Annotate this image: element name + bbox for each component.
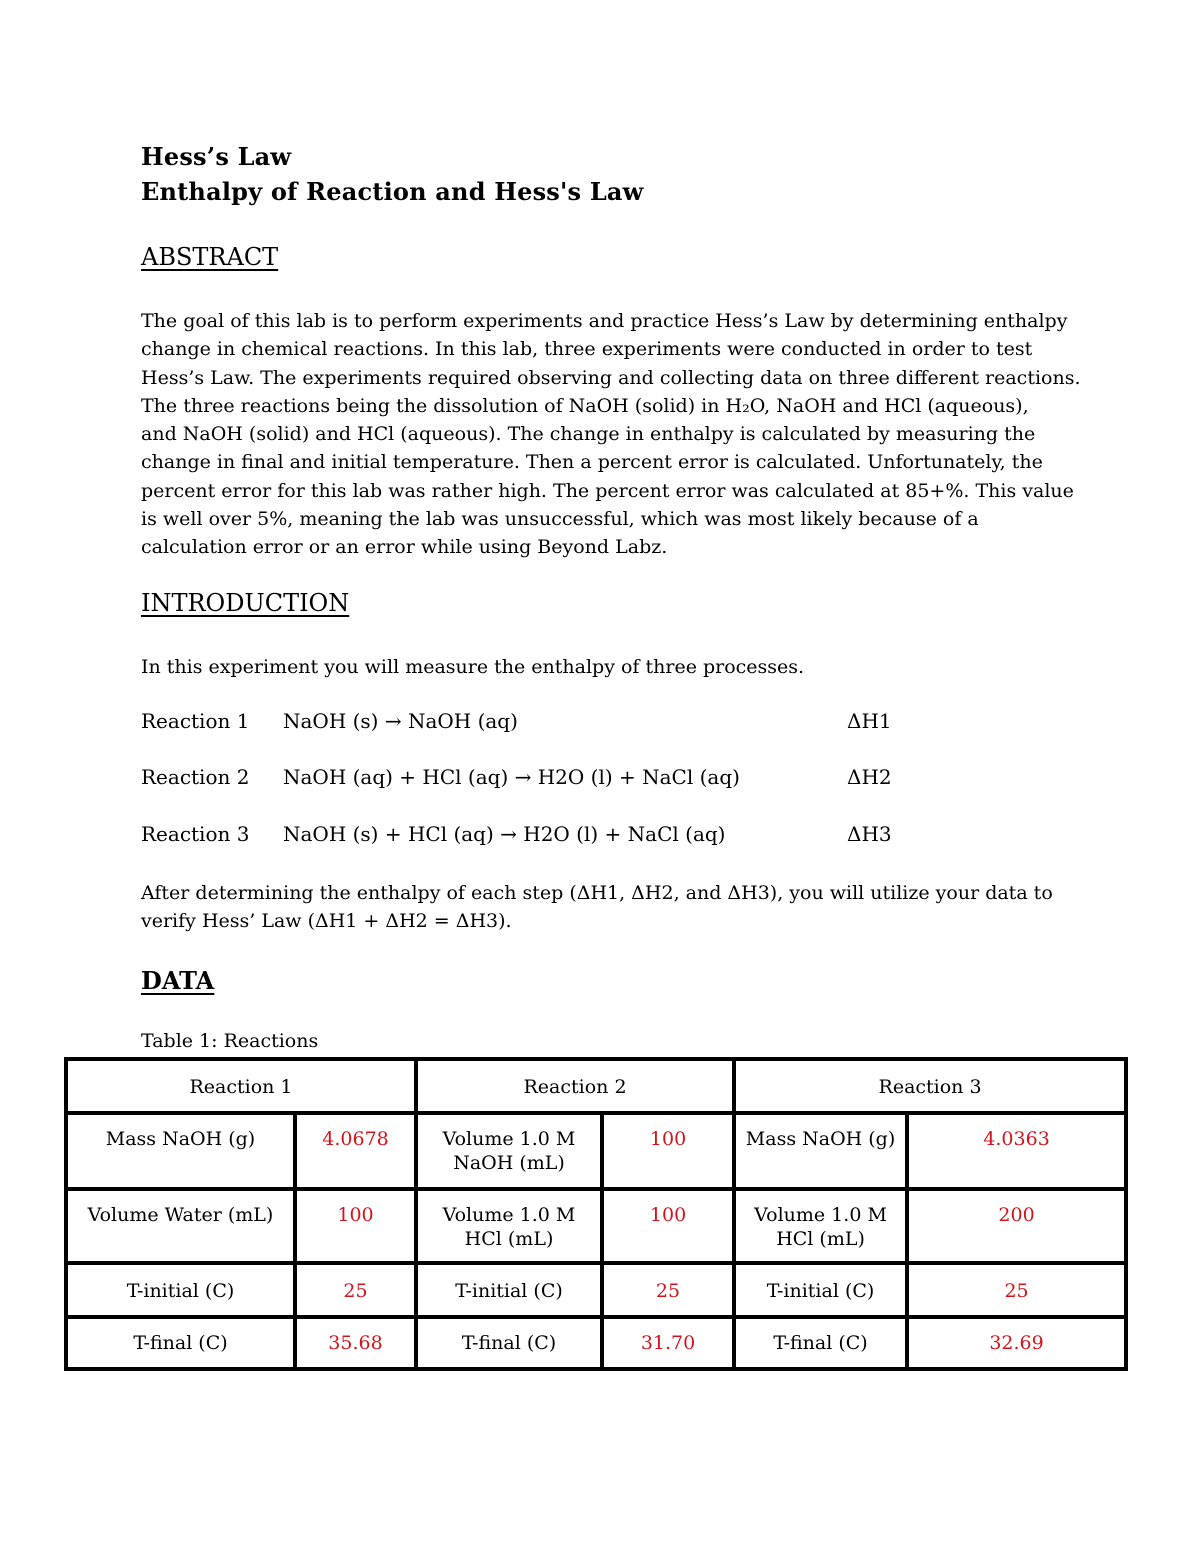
- reaction-2-equation: NaOH (aq) + HCl (aq) → H2O (l) + NaCl (aq): [283, 765, 740, 789]
- table-header-cell: Reaction 1: [66, 1059, 416, 1113]
- table-label-cell: T-final (C): [66, 1317, 295, 1369]
- table-value-cell: 4.0678: [295, 1113, 416, 1189]
- table-value-cell: 25: [295, 1263, 416, 1317]
- table-label-cell: T-initial (C): [416, 1263, 602, 1317]
- table-value-cell: 200: [907, 1189, 1126, 1263]
- table-label-cell: Volume Water (mL): [66, 1189, 295, 1263]
- document-title: Hess’s Law: [141, 142, 292, 171]
- table-label-cell: Volume 1.0 M HCl (mL): [416, 1189, 602, 1263]
- reaction-3-label: Reaction 3: [141, 822, 250, 846]
- abstract-line: The three reactions being the dissolution of NaOH (solid) in H₂O, NaOH and HCl (aqueous),: [141, 394, 1029, 417]
- abstract-line: The goal of this lab is to perform experiments and practice Hess’s Law by determining enthalpy: [141, 310, 1068, 332]
- table-label-cell: Volume 1.0 M NaOH (mL): [416, 1113, 602, 1189]
- table-label-cell: Volume 1.0 M HCl (mL): [734, 1189, 907, 1263]
- abstract-line: percent error for this lab was rather high. The percent error was calculated at 85+%. This value: [141, 479, 1074, 502]
- table-value-cell: 25: [602, 1263, 734, 1317]
- table-row: [66, 1189, 1126, 1263]
- introduction-closing: [141, 879, 1081, 936]
- reaction-3-equation: NaOH (s) + HCl (aq) → H2O (l) + NaCl (aq): [283, 822, 726, 846]
- table-header-cell: Reaction 3: [734, 1059, 1126, 1113]
- table-label-cell: T-final (C): [416, 1317, 602, 1369]
- table-row: [66, 1317, 1126, 1369]
- abstract-line: change in chemical reactions. In this lab, three experiments were conducted in order to test: [141, 338, 1033, 361]
- introduction-closing-line: After determining the enthalpy of each step (ΔH1, ΔH2, and ΔH3), you will utilize your data to: [141, 882, 1053, 904]
- reaction-3-enthalpy: ΔH3: [847, 822, 892, 846]
- table-label-cell: T-initial (C): [734, 1263, 907, 1317]
- table-header-row: [66, 1059, 1126, 1113]
- abstract-line: and NaOH (solid) and HCl (aqueous). The change in enthalpy is calculated by measuring the: [141, 423, 1036, 446]
- table-value-cell: 100: [602, 1189, 734, 1263]
- table-row: [66, 1263, 1126, 1317]
- table-value-cell: 100: [602, 1113, 734, 1189]
- data-heading: DATA: [141, 966, 215, 995]
- document-subtitle: Enthalpy of Reaction and Hess's Law: [141, 177, 644, 206]
- abstract-heading: ABSTRACT: [141, 243, 279, 271]
- table-label-cell: Mass NaOH (g): [734, 1113, 907, 1189]
- table-value-cell: 31.70: [602, 1317, 734, 1369]
- table-label-cell: Mass NaOH (g): [66, 1113, 295, 1189]
- introduction-closing-line: verify Hess’ Law (ΔH1 + ΔH2 = ΔH3).: [141, 910, 512, 933]
- table-caption: Table 1: Reactions: [141, 1030, 319, 1052]
- table-header-cell: Reaction 2: [416, 1059, 734, 1113]
- table-value-cell: 100: [295, 1189, 416, 1263]
- table-label-cell: T-final (C): [734, 1317, 907, 1369]
- table-value-cell: 25: [907, 1263, 1126, 1317]
- reaction-1-equation: NaOH (s) → NaOH (aq): [283, 709, 518, 733]
- table-label-cell: T-initial (C): [66, 1263, 295, 1317]
- abstract-line: is well over 5%, meaning the lab was unsuccessful, which was most likely because of a: [141, 508, 979, 531]
- table-row: [66, 1113, 1126, 1189]
- introduction-text: In this experiment you will measure the enthalpy of three processes.: [141, 656, 805, 678]
- abstract-paragraph: [141, 307, 1081, 562]
- table-value-cell: 32.69: [907, 1317, 1126, 1369]
- table-value-cell: 35.68: [295, 1317, 416, 1369]
- introduction-heading: INTRODUCTION: [141, 589, 350, 617]
- abstract-line: Hess’s Law. The experiments required observing and collecting data on three different reactions.: [141, 366, 1081, 389]
- reaction-1-label: Reaction 1: [141, 709, 250, 733]
- table-value-cell: 4.0363: [907, 1113, 1126, 1189]
- reaction-2-label: Reaction 2: [141, 765, 250, 789]
- abstract-line: change in final and initial temperature. Then a percent error is calculated. Unfortunately, the: [141, 451, 1043, 474]
- reaction-2-enthalpy: ΔH2: [847, 765, 892, 789]
- abstract-line: calculation error or an error while using Beyond Labz.: [141, 536, 668, 559]
- reactions-table: [64, 1057, 1128, 1371]
- reaction-1-enthalpy: ΔH1: [847, 709, 892, 733]
